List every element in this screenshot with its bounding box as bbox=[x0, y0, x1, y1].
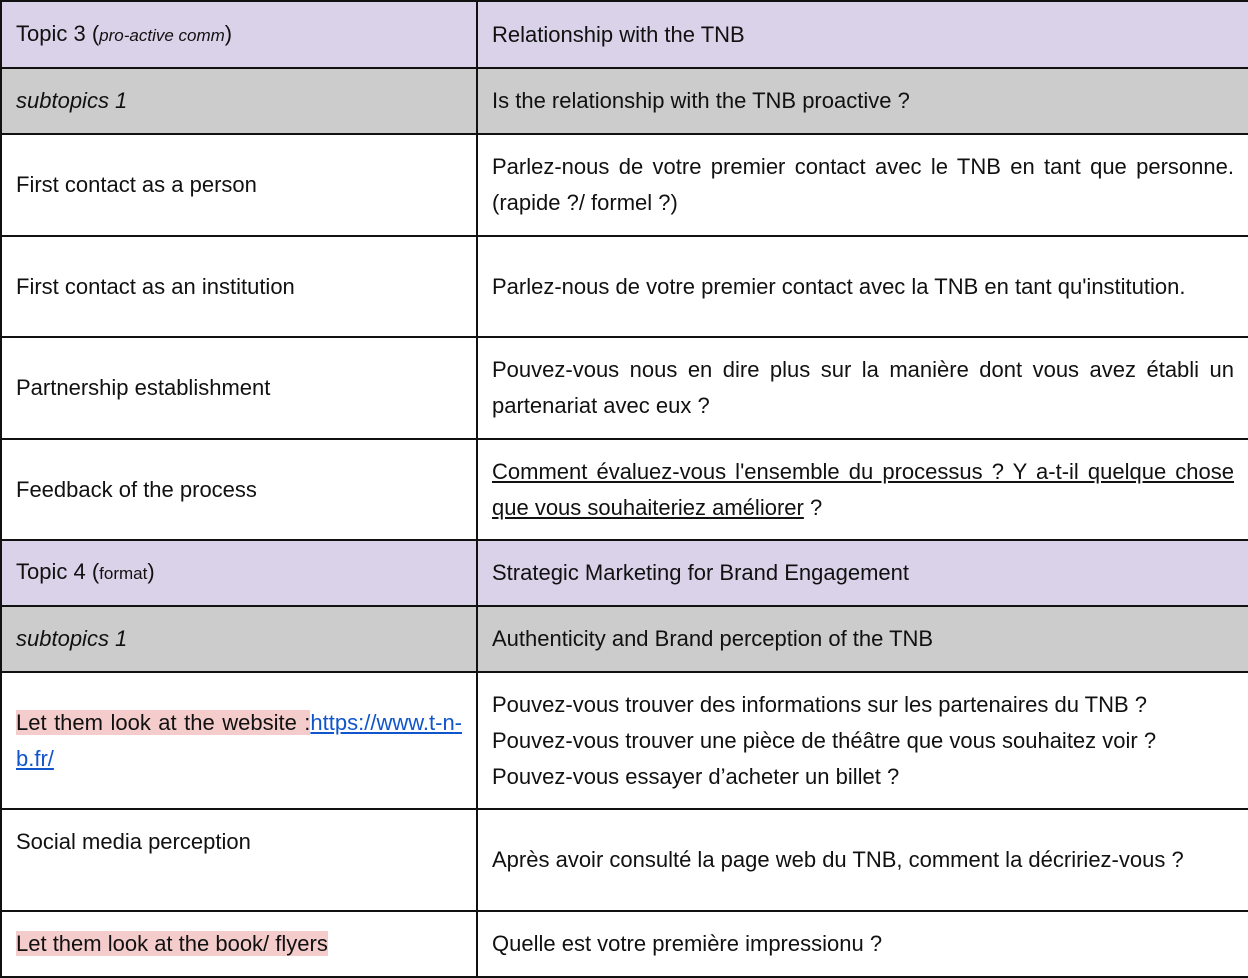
table-row bbox=[1, 809, 1248, 911]
question-line: Pouvez-vous trouver une pièce de théâtre que vous souhaitez voir ? bbox=[492, 727, 1157, 753]
question-text: Après avoir consulté la page web du TNB, comment la décririez-vous ? bbox=[477, 809, 1248, 911]
question-line: Pouvez-vous trouver des informations sur les partenaires du TNB ? bbox=[492, 691, 1148, 717]
question-text: Parlez-nous de votre premier contact avec la TNB en tant qu'institution. bbox=[477, 236, 1248, 337]
table-row bbox=[1, 911, 1248, 977]
table-row-subtopic bbox=[1, 606, 1248, 672]
question-label: Social media perception bbox=[1, 809, 477, 911]
website-link[interactable]: https://www.t-n-b.fr/ bbox=[16, 709, 462, 771]
topic-4-title: Strategic Marketing for Brand Engagement bbox=[477, 540, 1248, 606]
topic-3-note: pro-active comm bbox=[99, 25, 225, 45]
topic-4-label: Topic 4 ( bbox=[16, 559, 100, 584]
question-text: Parlez-nous de votre premier contact avec le TNB en tant que personne. (rapide ?/ formel ?) bbox=[477, 134, 1248, 236]
question-line: Pouvez-vous essayer d’acheter un billet ? bbox=[492, 763, 900, 789]
highlighted-instruction: Let them look at the website : bbox=[16, 709, 311, 735]
topic-3-paren: ) bbox=[224, 20, 233, 46]
topic-4-paren: ) bbox=[147, 559, 155, 584]
subtopic-title: Is the relationship with the TNB proactive ? bbox=[477, 68, 1248, 134]
question-text: Quelle est votre première impressionu ? bbox=[477, 911, 1248, 977]
table-row bbox=[1, 439, 1248, 540]
topic-4-cell bbox=[1, 540, 477, 606]
question-label: First contact as a person bbox=[1, 134, 477, 236]
topic-3-label: Topic 3 ( bbox=[16, 20, 100, 46]
table-row bbox=[1, 672, 1248, 809]
subtopic-label: subtopics 1 bbox=[1, 606, 477, 672]
topic-3-title: Relationship with the TNB bbox=[477, 1, 1248, 68]
question-label: Partnership establishment bbox=[1, 337, 477, 439]
subtopic-label: subtopics 1 bbox=[1, 68, 477, 134]
table-row-topic-3 bbox=[1, 1, 1248, 68]
question-label: Feedback of the process bbox=[1, 439, 477, 540]
table-row bbox=[1, 236, 1248, 337]
table-row bbox=[1, 134, 1248, 236]
table-row bbox=[1, 337, 1248, 439]
topic-3-cell bbox=[1, 1, 477, 68]
question-tail: ? bbox=[803, 494, 823, 520]
question-text bbox=[477, 672, 1248, 809]
table-row-topic-4 bbox=[1, 540, 1248, 606]
topic-4-note: format bbox=[99, 564, 148, 583]
question-text: Pouvez-vous nous en dire plus sur la manière dont vous avez établi un partenariat avec eux ? bbox=[477, 337, 1248, 439]
question-label bbox=[1, 672, 477, 809]
highlighted-instruction: Let them look at the book/ flyers bbox=[16, 931, 328, 956]
question-text bbox=[477, 439, 1248, 540]
question-underlined: Comment évaluez-vous l'ensemble du processus ? Y a-t-il quelque chose que vous souhaiteriez améliorer bbox=[492, 458, 1234, 520]
question-label bbox=[1, 911, 477, 977]
question-label: First contact as an institution bbox=[1, 236, 477, 337]
subtopic-title: Authenticity and Brand perception of the TNB bbox=[477, 606, 1248, 672]
table-row-subtopic bbox=[1, 68, 1248, 134]
